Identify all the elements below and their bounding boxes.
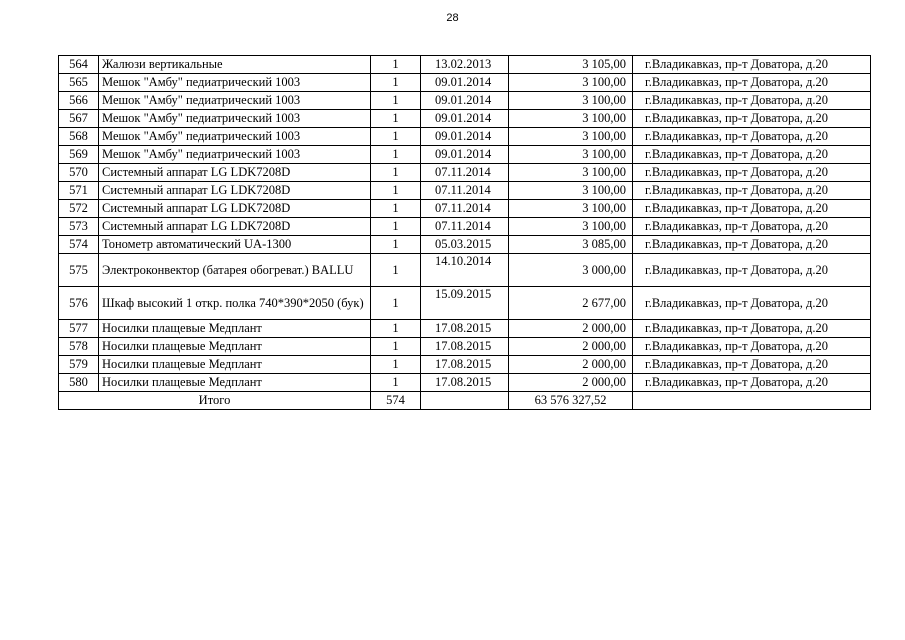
table-row	[59, 74, 871, 92]
item-address: г.Владикавказ, пр-т Доватора, д.20	[633, 164, 871, 182]
item-quantity: 1	[371, 182, 421, 200]
total-label: Итого	[59, 392, 371, 410]
item-address: г.Владикавказ, пр-т Доватора, д.20	[633, 320, 871, 338]
table-row	[59, 320, 871, 338]
table-row	[59, 128, 871, 146]
table-row	[59, 218, 871, 236]
item-date: 09.01.2014	[421, 128, 509, 146]
row-number: 566	[59, 92, 99, 110]
item-date: 05.03.2015	[421, 236, 509, 254]
row-number: 580	[59, 374, 99, 392]
row-number: 565	[59, 74, 99, 92]
item-date: 15.09.2015	[421, 287, 509, 320]
item-date: 09.01.2014	[421, 74, 509, 92]
table-row	[59, 374, 871, 392]
item-name: Мешок "Амбу" педиатрический 1003	[99, 128, 371, 146]
item-address: г.Владикавказ, пр-т Доватора, д.20	[633, 356, 871, 374]
item-date: 07.11.2014	[421, 218, 509, 236]
item-address: г.Владикавказ, пр-т Доватора, д.20	[633, 374, 871, 392]
item-sum: 3 100,00	[509, 146, 633, 164]
row-number: 567	[59, 110, 99, 128]
item-address: г.Владикавказ, пр-т Доватора, д.20	[633, 128, 871, 146]
item-address: г.Владикавказ, пр-т Доватора, д.20	[633, 254, 871, 287]
total-date-cell	[421, 392, 509, 410]
row-number: 572	[59, 200, 99, 218]
table-row	[59, 200, 871, 218]
item-quantity: 1	[371, 320, 421, 338]
item-address: г.Владикавказ, пр-т Доватора, д.20	[633, 56, 871, 74]
item-name: Системный аппарат LG LDK7208D	[99, 218, 371, 236]
item-sum: 3 100,00	[509, 128, 633, 146]
item-quantity: 1	[371, 356, 421, 374]
item-date: 09.01.2014	[421, 110, 509, 128]
item-address: г.Владикавказ, пр-т Доватора, д.20	[633, 110, 871, 128]
item-address: г.Владикавказ, пр-т Доватора, д.20	[633, 200, 871, 218]
row-number: 576	[59, 287, 99, 320]
item-quantity: 1	[371, 218, 421, 236]
row-number: 570	[59, 164, 99, 182]
row-number: 578	[59, 338, 99, 356]
total-row	[59, 392, 871, 410]
page-number: 28	[446, 12, 459, 24]
item-sum: 3 100,00	[509, 218, 633, 236]
item-quantity: 1	[371, 164, 421, 182]
table-row	[59, 338, 871, 356]
item-sum: 3 100,00	[509, 182, 633, 200]
table-row	[59, 254, 871, 287]
item-sum: 3 105,00	[509, 56, 633, 74]
item-sum: 3 000,00	[509, 254, 633, 287]
item-date: 13.02.2013	[421, 56, 509, 74]
item-quantity: 1	[371, 338, 421, 356]
table-row	[59, 356, 871, 374]
row-number: 568	[59, 128, 99, 146]
table-row	[59, 236, 871, 254]
item-quantity: 1	[371, 110, 421, 128]
item-address: г.Владикавказ, пр-т Доватора, д.20	[633, 236, 871, 254]
item-address: г.Владикавказ, пр-т Доватора, д.20	[633, 146, 871, 164]
row-number: 569	[59, 146, 99, 164]
item-name: Шкаф высокий 1 откр. полка 740*390*2050 (бук)	[99, 287, 371, 320]
row-number: 571	[59, 182, 99, 200]
inventory-table	[58, 55, 871, 410]
item-quantity: 1	[371, 146, 421, 164]
item-date: 17.08.2015	[421, 374, 509, 392]
row-number: 577	[59, 320, 99, 338]
item-address: г.Владикавказ, пр-т Доватора, д.20	[633, 218, 871, 236]
item-name: Мешок "Амбу" педиатрический 1003	[99, 74, 371, 92]
item-address: г.Владикавказ, пр-т Доватора, д.20	[633, 338, 871, 356]
item-sum: 2 000,00	[509, 374, 633, 392]
table-row	[59, 92, 871, 110]
table-row	[59, 56, 871, 74]
item-address: г.Владикавказ, пр-т Доватора, д.20	[633, 182, 871, 200]
item-date: 17.08.2015	[421, 320, 509, 338]
item-sum: 2 000,00	[509, 356, 633, 374]
total-qty: 574	[371, 392, 421, 410]
item-quantity: 1	[371, 56, 421, 74]
item-date: 17.08.2015	[421, 356, 509, 374]
item-name: Мешок "Амбу" педиатрический 1003	[99, 146, 371, 164]
item-name: Системный аппарат LG LDK7208D	[99, 200, 371, 218]
item-sum: 2 677,00	[509, 287, 633, 320]
item-address: г.Владикавказ, пр-т Доватора, д.20	[633, 287, 871, 320]
table-row	[59, 182, 871, 200]
item-sum: 2 000,00	[509, 338, 633, 356]
item-sum: 3 085,00	[509, 236, 633, 254]
item-date: 09.01.2014	[421, 146, 509, 164]
item-name: Мешок "Амбу" педиатрический 1003	[99, 92, 371, 110]
item-sum: 3 100,00	[509, 110, 633, 128]
table-row	[59, 287, 871, 320]
total-address-cell	[633, 392, 871, 410]
item-quantity: 1	[371, 128, 421, 146]
item-quantity: 1	[371, 236, 421, 254]
item-quantity: 1	[371, 287, 421, 320]
item-quantity: 1	[371, 92, 421, 110]
item-quantity: 1	[371, 254, 421, 287]
item-name: Электроконвектор (батарея обогреват.) BALLU	[99, 254, 371, 287]
row-number: 564	[59, 56, 99, 74]
item-name: Носилки плащевые Медплант	[99, 338, 371, 356]
item-sum: 3 100,00	[509, 200, 633, 218]
item-date: 07.11.2014	[421, 182, 509, 200]
item-address: г.Владикавказ, пр-т Доватора, д.20	[633, 92, 871, 110]
table-row	[59, 164, 871, 182]
item-date: 07.11.2014	[421, 164, 509, 182]
item-name: Носилки плащевые Медплант	[99, 320, 371, 338]
item-date: 09.01.2014	[421, 92, 509, 110]
item-name: Носилки плащевые Медплант	[99, 374, 371, 392]
item-sum: 3 100,00	[509, 74, 633, 92]
item-sum: 3 100,00	[509, 92, 633, 110]
row-number: 575	[59, 254, 99, 287]
item-name: Системный аппарат LG LDK7208D	[99, 182, 371, 200]
item-date: 07.11.2014	[421, 200, 509, 218]
item-quantity: 1	[371, 200, 421, 218]
item-date: 14.10.2014	[421, 254, 509, 287]
row-number: 573	[59, 218, 99, 236]
item-quantity: 1	[371, 374, 421, 392]
table-row	[59, 110, 871, 128]
item-name: Носилки плащевые Медплант	[99, 356, 371, 374]
item-name: Мешок "Амбу" педиатрический 1003	[99, 110, 371, 128]
item-name: Системный аппарат LG LDK7208D	[99, 164, 371, 182]
item-name: Жалюзи вертикальные	[99, 56, 371, 74]
item-date: 17.08.2015	[421, 338, 509, 356]
item-name: Тонометр автоматический UA-1300	[99, 236, 371, 254]
item-sum: 3 100,00	[509, 164, 633, 182]
table-row	[59, 146, 871, 164]
row-number: 574	[59, 236, 99, 254]
item-address: г.Владикавказ, пр-т Доватора, д.20	[633, 74, 871, 92]
item-sum: 2 000,00	[509, 320, 633, 338]
inventory-table-body	[59, 56, 871, 392]
item-quantity: 1	[371, 74, 421, 92]
total-sum: 63 576 327,52	[509, 392, 633, 410]
row-number: 579	[59, 356, 99, 374]
